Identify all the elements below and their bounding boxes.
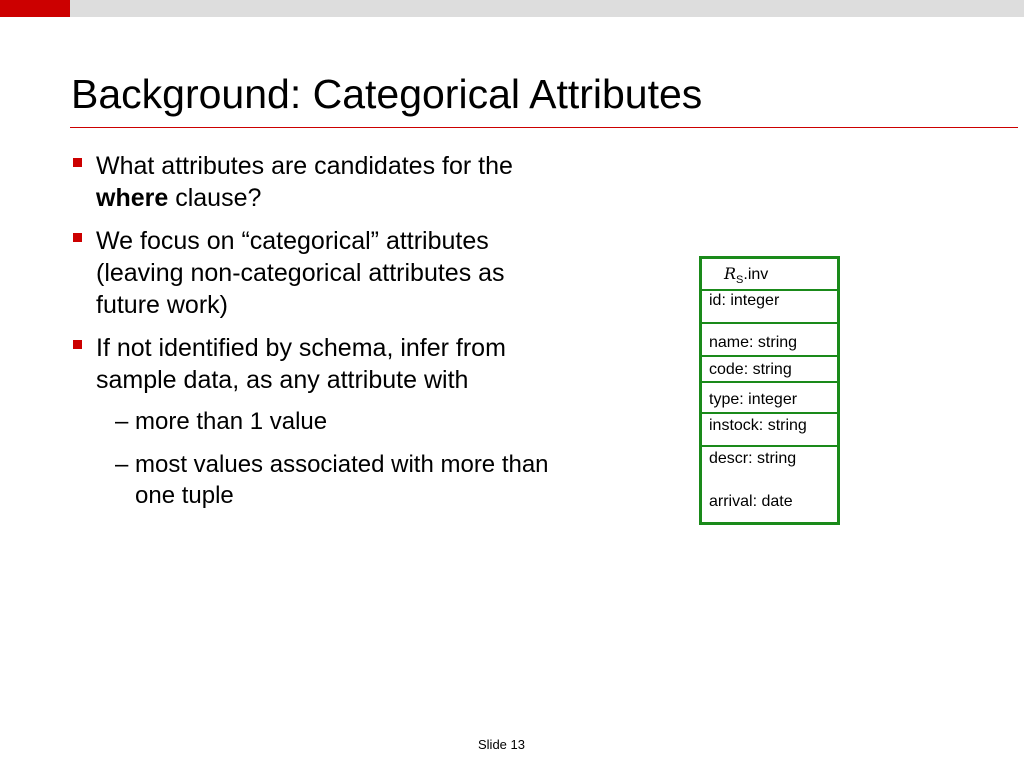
bullet-text: clause? (168, 184, 262, 212)
bullet-text: We focus on “categorical” attributes (leaving non-categorical attributes as future work) (96, 227, 505, 319)
slide-number: Slide 13 (478, 737, 525, 752)
relation-symbol: R (724, 264, 737, 283)
sub-bullet-item (96, 406, 552, 437)
sub-bullet-list (96, 406, 552, 511)
schema-attribute-row: arrival: date (709, 493, 793, 510)
square-bullet-icon (73, 340, 82, 349)
schema-attribute-row: code: string (702, 355, 837, 381)
sub-bullet-text: more than 1 value (135, 408, 328, 435)
sub-bullet-item (96, 449, 552, 511)
bullet-item (72, 150, 552, 214)
sub-bullet-text: most values associated with more than one tuple (135, 451, 549, 509)
square-bullet-icon (73, 158, 82, 167)
schema-table-header (702, 259, 837, 289)
schema-table (699, 256, 840, 525)
schema-attribute-row: type: integer (702, 381, 837, 412)
dash-bullet-icon: – (115, 408, 129, 435)
top-bar (70, 0, 1024, 17)
bullet-list (72, 150, 552, 523)
dash-bullet-icon: – (115, 451, 129, 478)
bullet-text: What attributes are candidates for the (96, 152, 513, 180)
schema-attribute-row: descr: string (702, 445, 837, 483)
relation-subscript: S (736, 274, 744, 287)
square-bullet-icon (73, 233, 82, 242)
slide-title: Background: Categorical Attributes (71, 71, 703, 117)
relation-name: .inv (743, 266, 769, 283)
bullet-text: If not identified by schema, infer from sample data, as any attribute with (96, 334, 506, 394)
bullet-item (72, 332, 552, 511)
bullet-bold-keyword: where (96, 184, 169, 212)
schema-attribute-row: instock: string (702, 412, 837, 445)
title-divider (70, 127, 1018, 128)
schema-attribute-row: id: integer (702, 289, 837, 322)
schema-attribute-row: name: string (702, 322, 837, 355)
bullet-item (72, 225, 552, 321)
top-bar-accent (0, 0, 70, 17)
